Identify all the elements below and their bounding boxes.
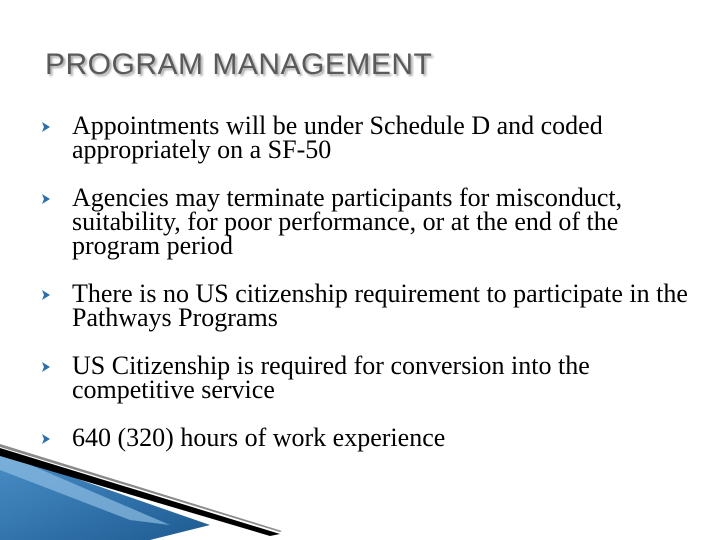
bullet-text: There is no US citizenship requirement to participate in the Pathways Programs [72,279,688,332]
bullet-item-5 [40,423,700,452]
bullet-text: 640 (320) hours of work experience [72,423,446,452]
arrow-bullet-icon [40,289,52,301]
bullet-item-1 [40,111,700,164]
bullet-text: Agencies may terminate participants for misconduct, suitability, for poor performance, or at the end of the program period [72,183,623,260]
arrow-bullet-icon [40,193,52,205]
arrow-bullet-icon [40,361,52,373]
bullet-text: US Citizenship is required for conversion into the competitive service [72,351,590,404]
slide-title: PROGRAM MANAGEMENT [45,48,433,81]
arrow-bullet-icon [40,433,52,445]
bullet-item-2 [40,183,700,260]
bullet-item-4 [40,351,700,404]
bullet-item-3 [40,279,700,332]
arrow-bullet-icon [40,121,52,133]
bullet-list [40,111,700,474]
bullet-text: Appointments will be under Schedule D and coded appropriately on a SF-50 [72,111,603,164]
